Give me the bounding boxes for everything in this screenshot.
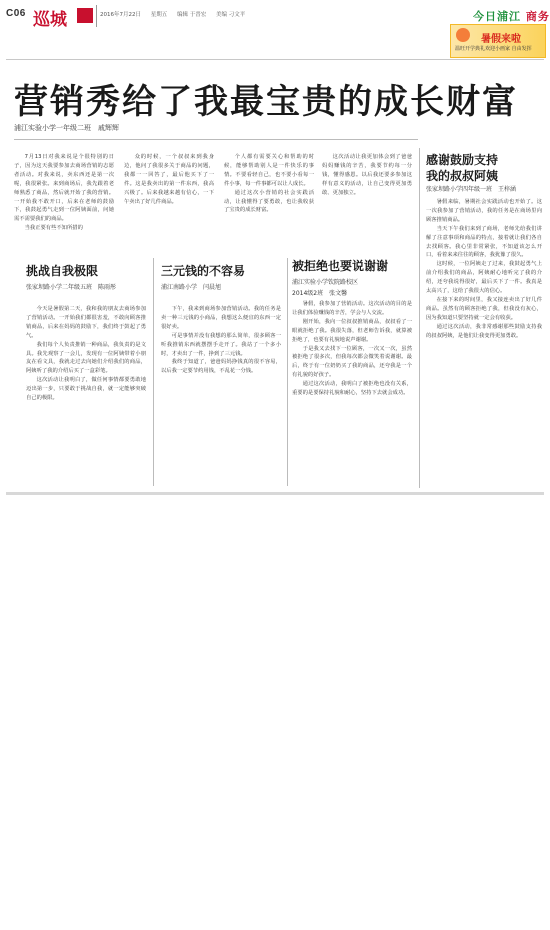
header-rule [6, 59, 544, 60]
lead-paragraph: 当我正要有些不知所措的 [24, 225, 83, 231]
article-1-byline: 张家坝路小学二年级五班 陈雨彤 [26, 284, 117, 291]
header-divider [96, 5, 97, 27]
promo-subtitle: 温旺开学典礼欢迎小画家 自由发挥 [455, 46, 532, 52]
promo-banner [450, 24, 546, 58]
lead-column-3 [224, 153, 314, 231]
article-1-paragraph: 今天是暑假第二天，我和我的朋友去商场参加了营销活动。一开始我们都很害羞，不敢向顾客推销商品，后来在妈妈的鼓励下，我们终于鼓起了勇气。 [26, 306, 146, 339]
logo-right-text: 商务 [525, 10, 550, 23]
article-3-paragraph: 刚开始，我向一位叔叔推销商品，叔叔看了一眼就拒绝了我。我很失落，但老师告诉我，就算被拒绝了，也要有礼貌地说声谢谢。 [292, 318, 412, 343]
article-1-paragraph: 这次活动让我明白了，做任何事情都要勇敢地迈出第一步，只要敢于挑战自我，就一定能够突破自己的极限。 [26, 377, 146, 402]
article-1-title: 挑战自我极限 [26, 264, 99, 278]
weekday: 星期五 [150, 12, 168, 18]
side-byline: 张家坝路小学四年级一班 王梓涵 [426, 186, 517, 193]
article-2-title: 三元钱的不容易 [161, 264, 246, 278]
article-3-title: 被拒绝也要说谢谢 [292, 259, 389, 273]
lead-paragraph: 7月13日对我来说是个很特别的日子，因为这天我要参加去商场营销的志愿者活动。对我来说，卖东西还是第一次呢，我很紧张。来到商场后，我先跟着老师熟悉了商品，然后就开始了我的营销。一开始我不敢开口，后来在老师的鼓励下，我鼓起勇气走到一位阿姨面前，问她需不需要我们的商品。 [14, 154, 114, 223]
article-2-body [161, 305, 281, 485]
article-3-body [292, 300, 412, 486]
headline-rule [14, 139, 418, 140]
article-2-paragraph: 下午，我来到商场参加营销活动。我的任务是卖一种三元钱的小商品，我想这么便宜的东西一定很好卖。 [161, 306, 281, 330]
side-paragraph: 暑假来临，暑期社会实践活动也开始了。这一次我参加了营销活动，我的任务是在商场里向顾客推销商品。 [426, 199, 542, 223]
article-1-body [26, 305, 146, 485]
lead-paragraph: 众的时候，一个叔叔来到我身边，他问了我很多关于商品的问题，我都一一回答了，最后他买下了一件。这是我卖出的第一件东西，我高兴极了。后来我越来越有信心，一下午卖出了好几件商品。 [124, 154, 214, 205]
lead-paragraph: 这次活动让我更加体会到了爸爸妈妈赚钱的辛苦，我要节约每一分钱，懂得感恩。以后我还要多参加这样有意义的活动，让自己变得更加勇敢、更加独立。 [322, 154, 412, 196]
article-3-paragraph: 暑假，我参加了营销活动。这次活动的目的是让我们体验赚钱的辛苦，学会与人交流。 [292, 301, 412, 316]
lead-column-4 [322, 153, 412, 231]
article-3-paragraph: 于是我又去找下一位顾客，一次又一次，虽然被拒绝了很多次，但我每次都会微笑着说谢谢。最后，终于有一位奶奶买了我的商品，还夸我是一个有礼貌的好孩子。 [292, 345, 412, 379]
side-body [426, 198, 542, 488]
page-number: C06 [6, 8, 26, 19]
issue-date: 2016年7月22日 [100, 12, 141, 18]
promo-title: 暑假来啦 [481, 34, 521, 45]
child-icon [456, 28, 470, 42]
article-3-date-byline: 2014级2班 张文馨 [292, 290, 348, 297]
side-title-line-1: 感谢鼓励支持 [426, 153, 499, 167]
logo-left-text: 今日浦江 [473, 10, 521, 23]
article-divider-2 [287, 258, 288, 486]
article-1-paragraph: 我们每个人负责推销一种商品，我负责的是文具。我先观察了一会儿，发现有一位阿姨带着小朋友在看文具，我就走过去向她们介绍我们的商品，阿姨听了我的介绍后买了一盒彩笔。 [26, 341, 146, 375]
side-column-divider [419, 148, 420, 488]
article-3-byline: 浦江实验小学钦院路校区 [292, 279, 359, 286]
main-byline: 浦江实验小学一年级二班 戚辉辉 [14, 124, 119, 132]
side-paragraph: 这时候，一位阿姨走了过来，我鼓起勇气上前介绍我们的商品，阿姨耐心地听完了我的介绍，还夸我说得很好，最后买下了一件。我真是太高兴了，这给了我很大的信心。 [426, 261, 542, 295]
side-paragraph: 在接下来的时间里，我又接连卖出了好几件商品。虽然有的顾客拒绝了我，但我没有灰心，因为我知道只要坚持就一定会有收获。 [426, 296, 542, 321]
lead-column-2 [124, 153, 214, 231]
main-headline: 营销秀给了我最宝贵的成长财富 [14, 82, 518, 122]
side-title-line-2: 我的叔叔阿姨 [426, 169, 499, 183]
section-name: 巡城 [33, 10, 67, 30]
lead-paragraph: 个人都有需要关心和帮助的时候，能够帮助别人是一件快乐的事情。不要看轻自己，也不要小看每一件小事，每一件事都可以让人成长。 [224, 154, 314, 187]
side-paragraph: 通过这次活动，我非常感谢那些鼓励支持我的叔叔阿姨，是他们让我变得更加勇敢。 [426, 323, 542, 339]
article-2-byline: 浦江南路小学 闫晨旭 [161, 284, 222, 291]
side-paragraph: 当天下午我们来到了商场，老师先给我们讲解了注意事项和商品的特点，接着就让我们各自去找顾客。我心里非常紧张，不知道该怎么开口，看着来来往往的顾客，我犹豫了很久。 [426, 225, 542, 259]
lead-paragraph: 通过这次小营销的社会实践活动，让我懂得了要勇敢，也让我收获了宝贵的成长财富。 [224, 189, 314, 214]
section-flag-icon [77, 8, 93, 23]
art-editor: 美编 刁文平 [216, 12, 246, 18]
article-2-paragraph: 我终于知道了，爸爸妈妈挣钱真的很不容易，以后我一定要节约用钱，不乱花一分钱。 [161, 359, 281, 375]
header-meta [100, 10, 253, 18]
article-divider-1 [153, 258, 154, 486]
page-bottom-rule [6, 492, 544, 495]
editor: 编辑 于晋宏 [177, 12, 207, 18]
article-2-paragraph: 可是事情并没有我想的那么简单，很多顾客一听我推销东西就摆摆手走开了。我站了一个多小时，才卖出了一件，挣到了三元钱。 [161, 332, 281, 357]
lead-column-1 [14, 153, 114, 231]
article-3-paragraph: 通过这次活动，我明白了被拒绝也没有关系，重要的是要保持礼貌和耐心，坚持下去就会成功。 [292, 381, 412, 397]
